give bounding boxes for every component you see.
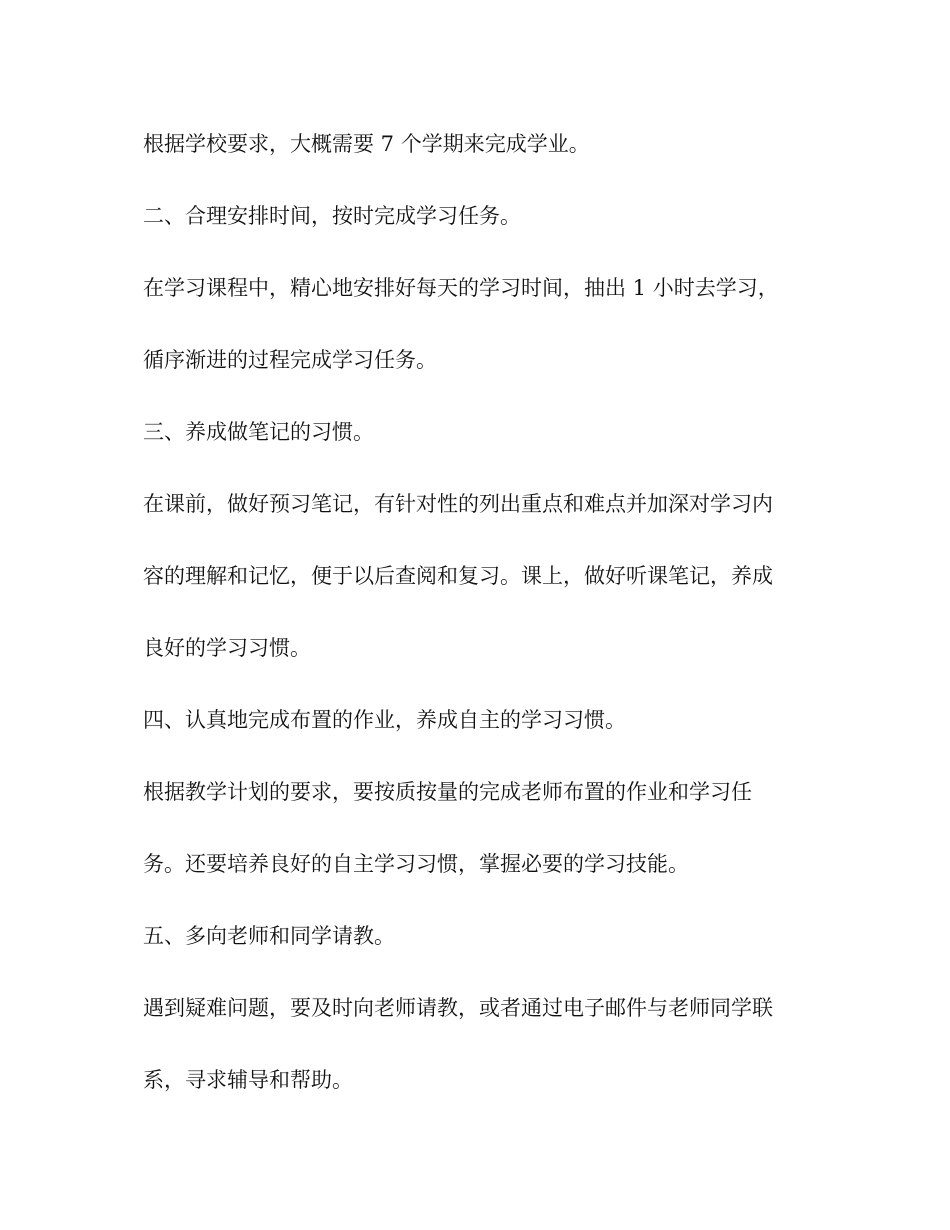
paragraph-line: 系，寻求辅导和帮助。 [143,1068,353,1092]
paragraph-line: 容的理解和记忆，便于以后查阅和复习。课上，做好听课笔记，养成 [143,564,773,588]
paragraph-line: 在学习课程中，精心地安排好每天的学习时间，抽出 1 小时去学习， [143,276,779,300]
paragraph-line: 在课前，做好预习笔记，有针对性的列出重点和难点并加深对学习内 [143,492,773,516]
paragraph-line: 务。还要培养良好的自主学习习惯，掌握必要的学习技能。 [143,852,689,876]
section-heading: 三、养成做笔记的习惯。 [143,420,374,444]
paragraph-line: 循序渐进的过程完成学习任务。 [143,348,437,372]
paragraph-line: 良好的学习习惯。 [143,636,311,660]
paragraph-line: 根据学校要求，大概需要 7 个学期来完成学业。 [143,132,590,156]
section-heading: 四、认真地完成布置的作业，养成自主的学习习惯。 [143,708,626,732]
section-heading: 五、多向老师和同学请教。 [143,924,395,948]
paragraph-line: 根据教学计划的要求，要按质按量的完成老师布置的作业和学习任 [143,780,752,804]
section-heading: 二、合理安排时间，按时完成学习任务。 [143,204,521,228]
paragraph-line: 遇到疑难问题，要及时向老师请教，或者通过电子邮件与老师同学联 [143,996,773,1020]
